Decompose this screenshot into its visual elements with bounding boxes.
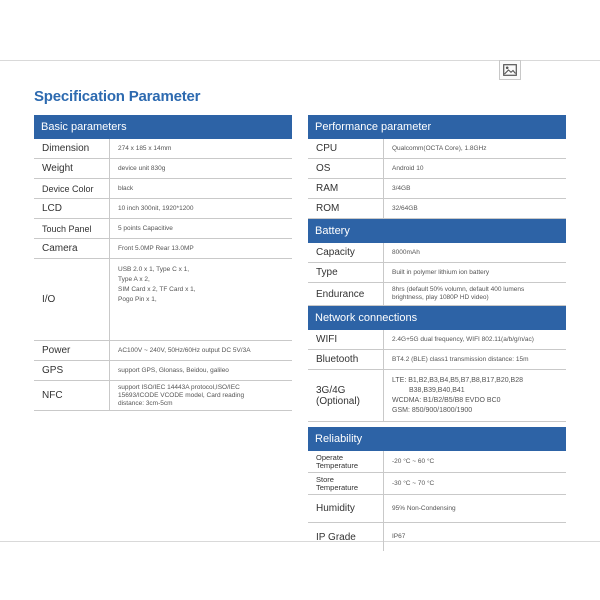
spec-row-dimension	[34, 139, 292, 159]
spec-value-line: SIM Card x 2, TF Card x 1,	[118, 286, 196, 293]
spec-value: -20 °C ~ 60 °C	[392, 457, 435, 465]
spec-value: Front 5.0MP Rear 13.0MP	[118, 244, 194, 252]
spec-label: RAM	[308, 179, 384, 198]
spec-label: I/O	[34, 259, 110, 340]
spec-value: BT4.2 (BLE) class1 transmission distance: 15m	[392, 355, 529, 363]
spec-value: 5 points Capacitive	[118, 224, 173, 232]
spec-value-line: brightness, play 1080P HD video)	[392, 294, 489, 301]
spec-value: 95% Non-Condensing	[392, 504, 456, 512]
spec-label: GPS	[34, 361, 110, 380]
spec-row-lcd	[34, 199, 292, 219]
spec-label-line: Store	[316, 474, 334, 484]
spec-label: Capacity	[308, 243, 384, 262]
spec-row-gps	[34, 361, 292, 381]
spec-value: Built in polymer lithium ion battery	[392, 268, 490, 276]
spec-label: IP Grade	[308, 523, 384, 551]
spec-row-nfc	[34, 381, 292, 411]
spec-value: 274 x 185 x 14mm	[118, 144, 172, 152]
spec-value-line: distance: 3cm-5cm	[118, 399, 173, 407]
spec-value-line: LTE: B1,B2,B3,B4,B5,B7,B8,B17,B20,B28	[392, 376, 524, 384]
spec-label	[308, 451, 384, 472]
spec-row-store-temperature	[308, 473, 566, 495]
spec-label: LCD	[34, 199, 110, 218]
spec-label: Bluetooth	[308, 350, 384, 369]
spec-value: support GPS, Glonass, Beidou, galileo	[118, 366, 229, 374]
spec-row-rom	[308, 199, 566, 219]
spec-row-ram	[308, 179, 566, 199]
spec-value: 32/64GB	[392, 204, 418, 212]
basic-parameters-header: Basic parameters	[34, 115, 292, 139]
spec-label: Device Color	[34, 179, 110, 198]
basic-parameters-table	[34, 115, 292, 411]
spec-value-line: Type A x 2,	[118, 276, 150, 283]
spec-row-operate-temperature	[308, 451, 566, 473]
spec-row-camera	[34, 239, 292, 259]
spec-value-line: GSM: 850/900/1800/1900	[392, 406, 473, 414]
spec-label: OS	[308, 159, 384, 178]
spec-label: NFC	[34, 381, 110, 410]
spec-label-line: Temperature	[316, 460, 359, 470]
right-spec-tables	[308, 115, 566, 551]
page-title: Specification Parameter	[34, 88, 201, 105]
spec-label: Weight	[34, 159, 110, 178]
spec-value: -30 °C ~ 70 °C	[392, 479, 435, 487]
spec-row-wifi	[308, 330, 566, 350]
view-image-button[interactable]	[499, 60, 521, 80]
spec-value	[384, 286, 528, 302]
spec-value: Qualcomm(OCTA Core), 1.8GHz	[392, 144, 487, 152]
spec-value-line: WCDMA: B1/B2/B5/B8 EVDO BC0	[392, 396, 501, 404]
spec-value: black	[118, 184, 134, 192]
spec-label: Touch Panel	[34, 219, 110, 238]
spec-row-cpu	[308, 139, 566, 159]
spec-row-os	[308, 159, 566, 179]
reliability-header: Reliability	[308, 427, 566, 451]
spec-value: AC100V ~ 240V, 50Hz/60Hz output DC 5V/3A	[118, 346, 251, 354]
battery-header: Battery	[308, 219, 566, 243]
spec-row-capacity	[308, 243, 566, 263]
spec-row-power	[34, 341, 292, 361]
spec-row-ip-grade	[308, 523, 566, 551]
spec-value: 10 inch 300nit, 1920*1200	[118, 204, 194, 212]
performance-parameter-header: Performance parameter	[308, 115, 566, 139]
spec-value	[110, 384, 248, 408]
spec-value	[110, 259, 200, 305]
spec-value-line: B38,B39,B40,B41	[409, 386, 465, 394]
spec-label-line: (Optional)	[316, 395, 360, 407]
spec-label: Dimension	[34, 139, 110, 158]
spec-label: Type	[308, 263, 384, 282]
spec-row-humidity	[308, 495, 566, 523]
spec-value: 8000mAh	[392, 248, 420, 256]
spec-label: ROM	[308, 199, 384, 218]
spec-value: device unit 830g	[118, 164, 166, 172]
spec-label: Humidity	[308, 495, 384, 522]
spec-value-line: Pogo Pin x 1,	[118, 296, 157, 303]
spec-label	[308, 473, 384, 494]
spec-value: Android 10	[392, 164, 424, 172]
spec-value-line: support ISO/IEC 14443A protocol,ISO/IEC	[118, 383, 240, 391]
spec-label-line: Operate	[316, 452, 344, 462]
spec-row-io	[34, 259, 292, 341]
spec-label-line: Temperature	[316, 482, 359, 492]
spec-value-line: USB 2.0 x 1, Type C x 1,	[118, 266, 190, 273]
spec-value: IP67	[392, 533, 406, 540]
spec-label: Endurance	[308, 283, 384, 305]
spec-label-line: 3G/4G	[316, 384, 346, 396]
network-connections-header: Network connections	[308, 306, 566, 330]
spec-label: WIFI	[308, 330, 384, 349]
spec-value	[384, 376, 527, 416]
spec-row-device-color	[34, 179, 292, 199]
spec-label: Camera	[34, 239, 110, 258]
image-icon	[503, 64, 517, 76]
spec-row-bluetooth	[308, 350, 566, 370]
spec-label	[308, 370, 384, 421]
spec-value: 2.4G+5G dual frequency, WIFI 802.11(a/b/g/n/ac)	[392, 335, 534, 343]
spec-row-endurance	[308, 283, 566, 306]
spec-row-3g-4g	[308, 370, 566, 422]
spec-value-line: 15693/ICODE VCODE model, Card reading	[118, 391, 245, 399]
spec-value-line: 8hrs (default 50% volumn, default 400 lumens	[392, 286, 525, 293]
spec-row-weight	[34, 159, 292, 179]
spec-label: Power	[34, 341, 110, 360]
spec-value: 3/4GB	[392, 184, 411, 192]
spec-row-touch-panel	[34, 219, 292, 239]
spec-row-type	[308, 263, 566, 283]
spec-label: CPU	[308, 139, 384, 158]
